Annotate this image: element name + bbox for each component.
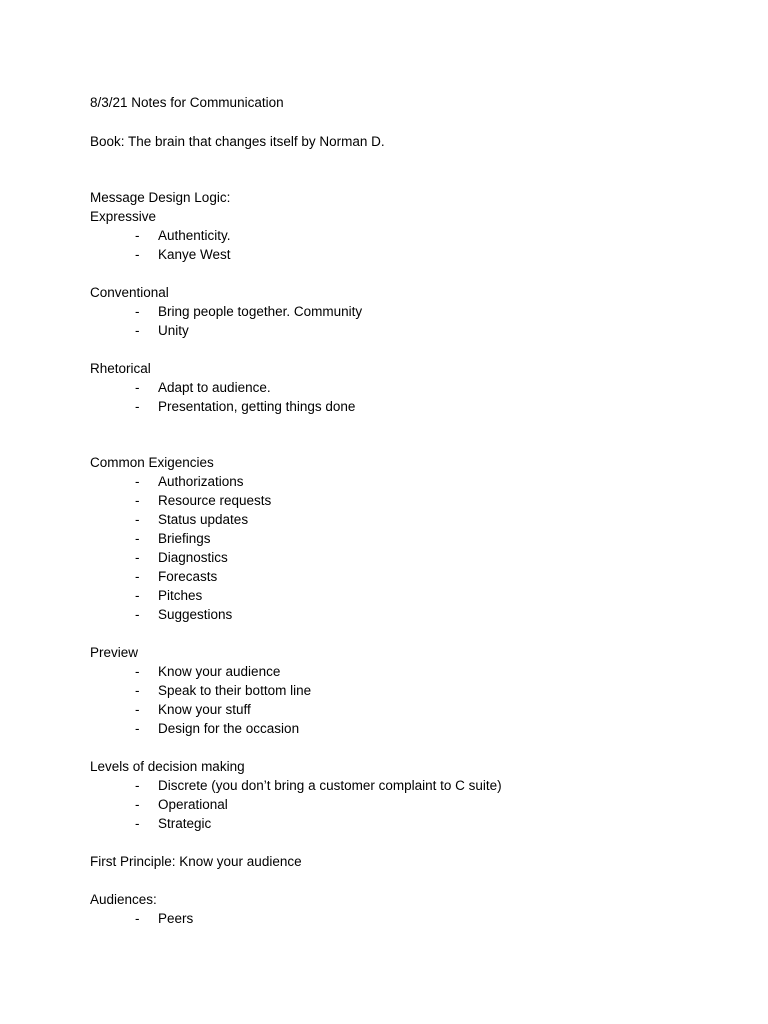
book-reference: Book: The brain that changes itself by Norman D. xyxy=(90,134,385,149)
list-item-text: Know your audience xyxy=(158,664,281,679)
dash-marker: - xyxy=(135,512,140,527)
list-item-text: Resource requests xyxy=(158,493,272,508)
list-item-text: Authorizations xyxy=(158,474,244,489)
section-heading-preview: Preview xyxy=(90,645,139,660)
section-heading-decision-levels: Levels of decision making xyxy=(90,759,245,774)
section-heading-expressive: Expressive xyxy=(90,209,157,224)
list-item-text: Peers xyxy=(158,911,194,926)
dash-marker: - xyxy=(135,778,140,793)
list-item-text: Discrete (you don’t bring a customer complaint to C suite) xyxy=(158,778,502,793)
section-heading-first-principle: First Principle: Know your audience xyxy=(90,854,302,869)
dash-marker: - xyxy=(135,816,140,831)
dash-marker: - xyxy=(135,493,140,508)
list-item-text: Forecasts xyxy=(158,569,218,584)
list-item-text: Speak to their bottom line xyxy=(158,683,312,698)
list-item-text: Know your stuff xyxy=(158,702,251,717)
list-item-text: Unity xyxy=(158,323,189,338)
list-item-text: Design for the occasion xyxy=(158,721,300,736)
list-item-text: Presentation, getting things done xyxy=(158,399,356,414)
list-item-text: Kanye West xyxy=(158,247,231,262)
dash-marker: - xyxy=(135,247,140,262)
list-item-text: Authenticity. xyxy=(158,228,231,243)
list-item-text: Pitches xyxy=(158,588,203,603)
list-item-text: Suggestions xyxy=(158,607,233,622)
dash-marker: - xyxy=(135,683,140,698)
list-item-text: Strategic xyxy=(158,816,212,831)
list-item-text: Bring people together. Community xyxy=(158,304,363,319)
dash-marker: - xyxy=(135,304,140,319)
dash-marker: - xyxy=(135,399,140,414)
section-heading-audiences: Audiences: xyxy=(90,892,157,907)
dash-marker: - xyxy=(135,607,140,622)
list-item-text: Operational xyxy=(158,797,228,812)
section-heading-common-exigencies: Common Exigencies xyxy=(90,455,214,470)
list-item-text: Adapt to audience. xyxy=(158,380,271,395)
doc-title: 8/3/21 Notes for Communication xyxy=(90,95,284,110)
dash-marker: - xyxy=(135,228,140,243)
section-heading-conventional: Conventional xyxy=(90,285,169,300)
dash-marker: - xyxy=(135,531,140,546)
dash-marker: - xyxy=(135,911,140,926)
dash-marker: - xyxy=(135,702,140,717)
dash-marker: - xyxy=(135,380,140,395)
list-item-text: Diagnostics xyxy=(158,550,228,565)
dash-marker: - xyxy=(135,474,140,489)
dash-marker: - xyxy=(135,550,140,565)
dash-marker: - xyxy=(135,323,140,338)
section-heading-message-design: Message Design Logic: xyxy=(90,190,231,205)
dash-marker: - xyxy=(135,588,140,603)
dash-marker: - xyxy=(135,797,140,812)
dash-marker: - xyxy=(135,664,140,679)
list-item-text: Status updates xyxy=(158,512,249,527)
dash-marker: - xyxy=(135,721,140,736)
list-item-text: Briefings xyxy=(158,531,211,546)
dash-marker: - xyxy=(135,569,140,584)
section-heading-rhetorical: Rhetorical xyxy=(90,361,151,376)
